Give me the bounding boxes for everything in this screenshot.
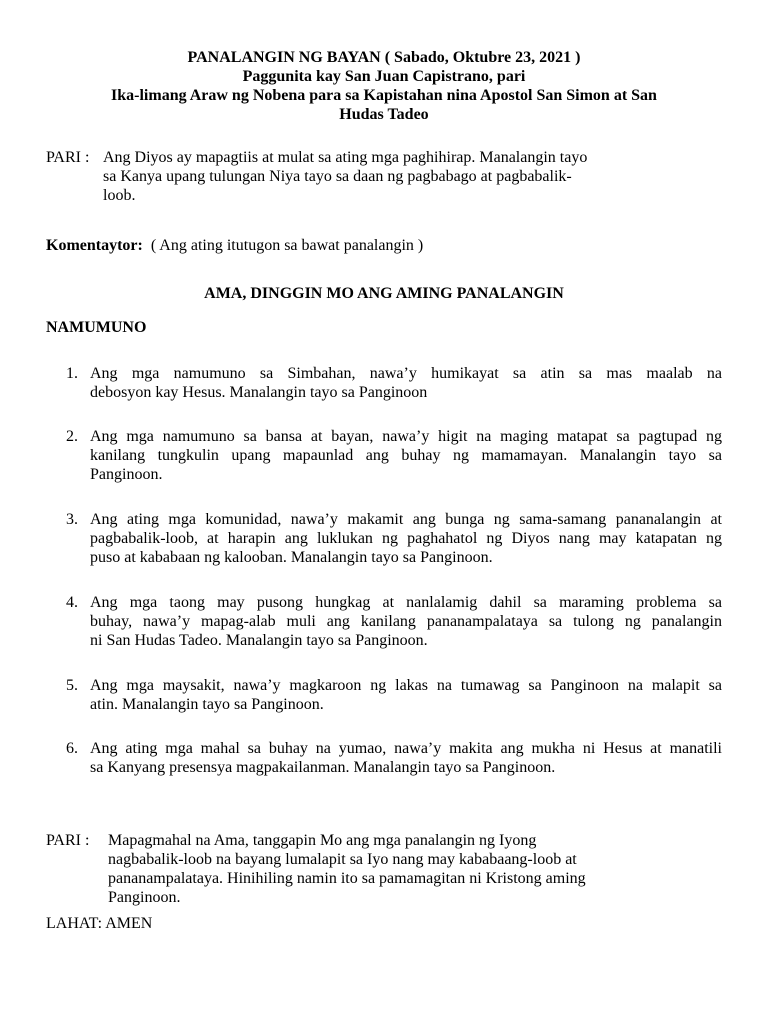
opening-text-line-3: loob. <box>103 187 136 204</box>
petition-line: kanilang tungkulin upang mapaunlad ang buhay ng mamamayan. Manalangin tayo sa <box>90 447 722 464</box>
petition-line: Panginoon. <box>90 466 163 483</box>
petition-line: Ang ating mga komunidad, nawa’y makamit ang bunga ng sama-samang pananalangin at <box>90 511 722 528</box>
commentator-text: ( Ang ating itutugon sa bawat panalangin ) <box>150 237 424 254</box>
closing-text-line-2: nagbabalik-loob na bayang lumalapit sa Iyo nang may kababaang-loob at <box>108 851 577 868</box>
petition-text <box>90 510 722 567</box>
petition-line: sa Kanyang presensya magpakailanman. Manalangin tayo sa Panginoon. <box>90 759 556 776</box>
closing-text-line-3: pananampalataya. Hinihiling namin ito sa pamamagitan ni Kristong aming <box>108 870 586 887</box>
opening-label: PARI : <box>46 149 90 166</box>
petition-text <box>90 593 722 650</box>
closing-text-line-1: Mapagmahal na Ama, tanggapin Mo ang mga panalangin ng Iyong <box>108 832 537 849</box>
header-subtitle: Paggunita kay San Juan Capistrano, pari <box>242 68 526 85</box>
petition-line: buhay, nawa’y mapag-alab muli ang kanilang pananampalataya sa tulong ng panalangin <box>90 613 722 630</box>
petition-line: Ang mga namumuno sa bansa at bayan, nawa’y higit na maging matapat sa pagtupad ng <box>90 428 722 445</box>
petition-number: 4. <box>66 594 78 611</box>
opening-text-line-1: Ang Diyos ay mapagtiis at mulat sa ating mga paghihirap. Manalangin tayo <box>103 149 588 166</box>
opening-prayer <box>46 148 666 205</box>
header-title: PANALANGIN NG BAYAN ( Sabado, Oktubre 23, 2021 ) <box>187 49 581 66</box>
petition-text <box>90 427 722 484</box>
petition-line: atin. Manalangin tayo sa Panginoon. <box>90 696 324 713</box>
response-refrain: AMA, DINGGIN MO ANG AMING PANALANGIN <box>204 285 564 302</box>
petition-number: 1. <box>66 365 78 382</box>
petition-line: ni San Hudas Tadeo. Manalangin tayo sa Panginoon. <box>90 632 428 649</box>
petition-line: debosyon kay Hesus. Manalangin tayo sa Panginoon <box>90 384 428 401</box>
petition-line: Ang mga namumuno sa Simbahan, nawa’y humikayat sa atin sa mas maalab na <box>90 365 722 382</box>
amen-response: LAHAT: AMEN <box>46 915 153 932</box>
petition-number: 6. <box>66 740 78 757</box>
petition-line: puso at kababaan ng kalooban. Manalangin tayo sa Panginoon. <box>90 549 493 566</box>
closing-text-line-4: Panginoon. <box>108 889 181 906</box>
petition-number: 3. <box>66 511 78 528</box>
petition-line: Ang ating mga mahal sa buhay na yumao, nawa’y makita ang mukha ni Hesus at manatili <box>90 740 722 757</box>
closing-prayer <box>46 831 666 907</box>
petition-text <box>90 739 722 777</box>
petition-text <box>90 364 722 402</box>
closing-label: PARI : <box>46 832 90 849</box>
petition-number: 5. <box>66 677 78 694</box>
petition-line: Ang mga maysakit, nawa’y magkaroon ng lakas na tumawag sa Panginoon na malapit sa <box>90 677 722 694</box>
commentator-line <box>46 236 686 255</box>
petition-line: Ang mga taong may pusong hungkag at nanlalamig dahil sa maraming problema sa <box>90 594 722 611</box>
petition-text <box>90 676 722 714</box>
header-novena-line: Ika-limang Araw ng Nobena para sa Kapistahan nina Apostol San Simon at San <box>111 87 657 104</box>
opening-text-line-2: sa Kanya upang tulungan Niya tayo sa daan ng pagbabago at pagbabalik- <box>103 168 572 185</box>
header-novena-line-cont: Hudas Tadeo <box>339 106 429 123</box>
petition-number: 2. <box>66 428 78 445</box>
commentator-label: Komentaytor: <box>46 237 143 254</box>
opening-first-line <box>46 148 666 167</box>
petition-line: pagbabalik-loob, at harapin ang luklukan ng paghahatol ng Diyos nang may katapatan ng <box>90 530 722 547</box>
closing-first-line <box>46 831 666 850</box>
document-header <box>46 48 722 124</box>
section-title: NAMUMUNO <box>46 319 147 336</box>
